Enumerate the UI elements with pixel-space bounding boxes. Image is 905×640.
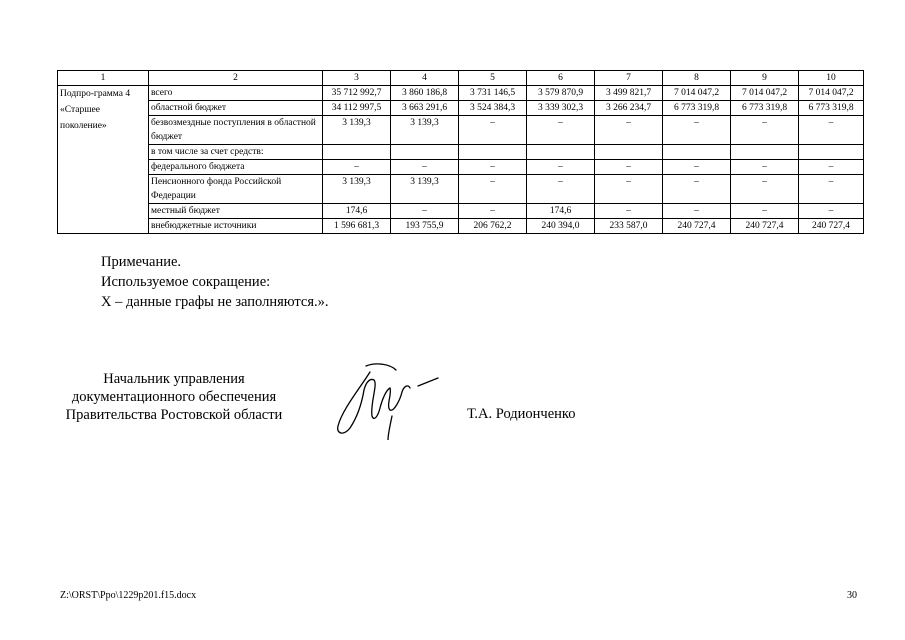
value-cell: – bbox=[459, 116, 527, 145]
column-header: 9 bbox=[731, 71, 799, 86]
value-cell: 6 773 319,8 bbox=[799, 101, 864, 116]
column-header: 4 bbox=[391, 71, 459, 86]
file-path: Z:\ORST\Ppo\1229p201.f15.docx bbox=[60, 590, 197, 601]
value-cell: – bbox=[595, 160, 663, 175]
value-cell: – bbox=[731, 204, 799, 219]
value-cell: – bbox=[799, 175, 864, 204]
row-label-cell: областной бюджет bbox=[149, 101, 323, 116]
value-cell: 3 663 291,6 bbox=[391, 101, 459, 116]
note-abbreviation-heading: Используемое сокращение: bbox=[101, 274, 271, 290]
value-cell: 6 773 319,8 bbox=[663, 101, 731, 116]
column-header: 6 bbox=[527, 71, 595, 86]
value-cell: 174,6 bbox=[527, 204, 595, 219]
value-cell: – bbox=[595, 116, 663, 145]
value-cell: – bbox=[391, 160, 459, 175]
handwritten-signature bbox=[330, 360, 450, 440]
value-cell: 3 860 186,8 bbox=[391, 86, 459, 101]
value-cell: – bbox=[527, 160, 595, 175]
value-cell: 240 727,4 bbox=[731, 219, 799, 234]
value-cell: – bbox=[459, 160, 527, 175]
position-line: Правительства Ростовской области bbox=[65, 407, 283, 423]
column-header: 10 bbox=[799, 71, 864, 86]
value-cell bbox=[323, 145, 391, 160]
value-cell: – bbox=[663, 116, 731, 145]
value-cell: – bbox=[595, 175, 663, 204]
value-cell bbox=[527, 145, 595, 160]
value-cell: 240 394,0 bbox=[527, 219, 595, 234]
value-cell bbox=[391, 145, 459, 160]
value-cell: 7 014 047,2 bbox=[731, 86, 799, 101]
value-cell bbox=[663, 145, 731, 160]
value-cell: – bbox=[391, 204, 459, 219]
row-label-cell: безвозмездные поступления в областной бюджет bbox=[149, 116, 323, 145]
value-cell: – bbox=[323, 160, 391, 175]
table-row bbox=[58, 86, 864, 101]
column-header: 2 bbox=[149, 71, 323, 86]
page-number: 30 bbox=[847, 590, 857, 601]
row-label-cell: Пенсионного фонда Российской Федерации bbox=[149, 175, 323, 204]
value-cell: 3 731 146,5 bbox=[459, 86, 527, 101]
table-row bbox=[58, 145, 864, 160]
value-cell bbox=[595, 145, 663, 160]
value-cell: 35 712 992,7 bbox=[323, 86, 391, 101]
value-cell: – bbox=[731, 175, 799, 204]
funding-table bbox=[57, 70, 864, 234]
row-label-cell: федерального бюджета bbox=[149, 160, 323, 175]
value-cell: 3 139,3 bbox=[391, 175, 459, 204]
table-row bbox=[58, 219, 864, 234]
value-cell: – bbox=[459, 175, 527, 204]
value-cell: 3 579 870,9 bbox=[527, 86, 595, 101]
table-row bbox=[58, 116, 864, 145]
value-cell: 174,6 bbox=[323, 204, 391, 219]
signatory-name: Т.А. Родионченко bbox=[467, 406, 576, 422]
value-cell: 7 014 047,2 bbox=[799, 86, 864, 101]
value-cell: – bbox=[731, 160, 799, 175]
value-cell: 240 727,4 bbox=[663, 219, 731, 234]
value-cell: 6 773 319,8 bbox=[731, 101, 799, 116]
column-header: 3 bbox=[323, 71, 391, 86]
row-label-cell: местный бюджет bbox=[149, 204, 323, 219]
value-cell: 240 727,4 bbox=[799, 219, 864, 234]
value-cell: – bbox=[731, 116, 799, 145]
note-title: Примечание. bbox=[101, 254, 182, 270]
value-cell: 3 139,3 bbox=[323, 175, 391, 204]
table-row bbox=[58, 175, 864, 204]
position-line: документационного обеспечения bbox=[71, 389, 277, 405]
table-row bbox=[58, 101, 864, 116]
column-header: 5 bbox=[459, 71, 527, 86]
value-cell: 3 266 234,7 bbox=[595, 101, 663, 116]
table-row bbox=[58, 160, 864, 175]
value-cell: – bbox=[799, 160, 864, 175]
value-cell: 233 587,0 bbox=[595, 219, 663, 234]
row-label-cell: в том числе за счет средств: bbox=[149, 145, 323, 160]
value-cell bbox=[731, 145, 799, 160]
column-header: 1 bbox=[58, 71, 149, 86]
value-cell: 206 762,2 bbox=[459, 219, 527, 234]
value-cell: 3 139,3 bbox=[391, 116, 459, 145]
value-cell: 7 014 047,2 bbox=[663, 86, 731, 101]
value-cell: – bbox=[799, 116, 864, 145]
table-header-row bbox=[58, 71, 864, 86]
note-abbreviation-x: Х – данные графы не заполняются.». bbox=[101, 294, 329, 310]
value-cell: 1 596 681,3 bbox=[323, 219, 391, 234]
value-cell: 3 499 821,7 bbox=[595, 86, 663, 101]
value-cell: 34 112 997,5 bbox=[323, 101, 391, 116]
value-cell: – bbox=[663, 175, 731, 204]
column-header: 8 bbox=[663, 71, 731, 86]
value-cell: – bbox=[527, 175, 595, 204]
value-cell bbox=[799, 145, 864, 160]
value-cell: 3 524 384,3 bbox=[459, 101, 527, 116]
row-label-cell: всего bbox=[149, 86, 323, 101]
value-cell: – bbox=[595, 204, 663, 219]
position-line: Начальник управления bbox=[103, 371, 245, 387]
value-cell: 193 755,9 bbox=[391, 219, 459, 234]
value-cell: – bbox=[663, 204, 731, 219]
row-label-cell: внебюджетные источники bbox=[149, 219, 323, 234]
signatory-position bbox=[60, 370, 288, 424]
value-cell: – bbox=[527, 116, 595, 145]
value-cell bbox=[459, 145, 527, 160]
column-header: 7 bbox=[595, 71, 663, 86]
value-cell: 3 339 302,3 bbox=[527, 101, 595, 116]
value-cell: 3 139,3 bbox=[323, 116, 391, 145]
program-name-cell: Подпро-грамма 4 «Старшее поколение» bbox=[58, 86, 149, 234]
value-cell: – bbox=[663, 160, 731, 175]
value-cell: – bbox=[799, 204, 864, 219]
value-cell: – bbox=[459, 204, 527, 219]
table-row bbox=[58, 204, 864, 219]
